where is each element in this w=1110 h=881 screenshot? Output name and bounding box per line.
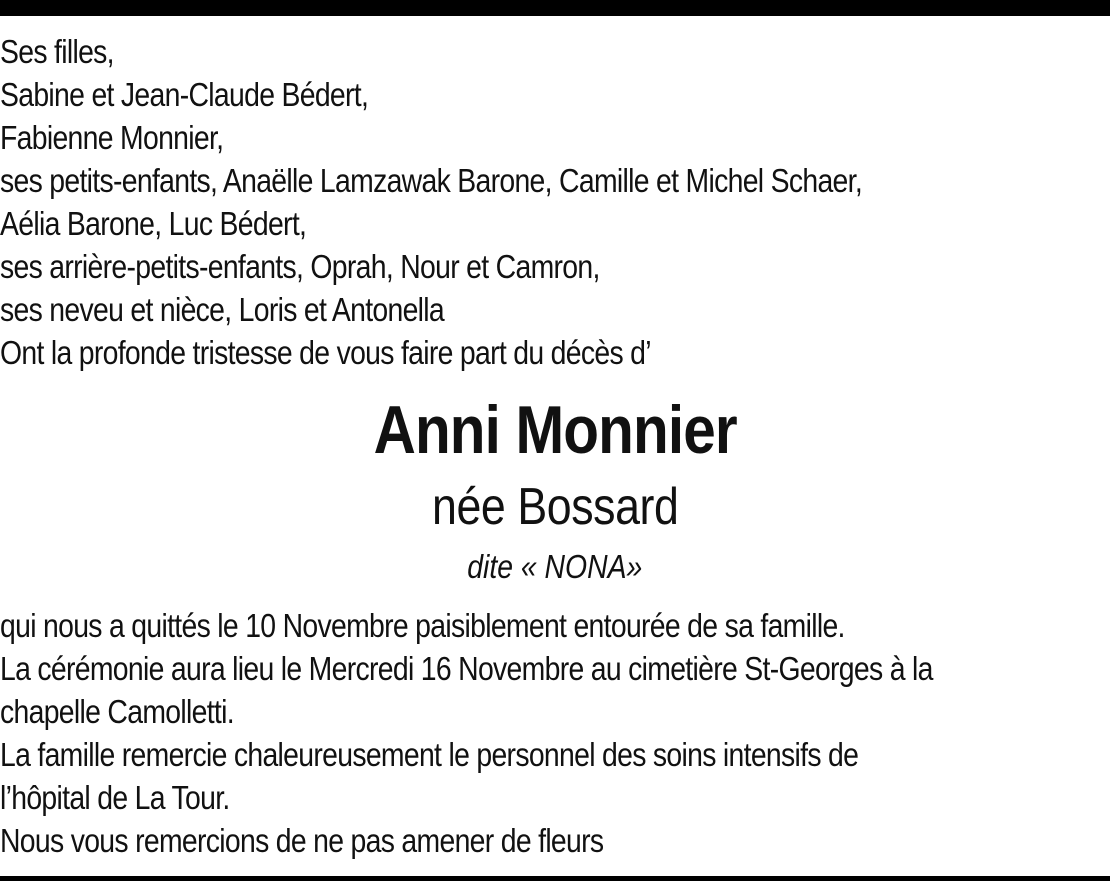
announcement-line: ses neveu et nièce, Loris et Antonella: [0, 291, 445, 328]
bottom-border-rule: [0, 876, 1110, 881]
announcement-line: Ses filles,: [0, 33, 114, 70]
details-line: chapelle Camolletti.: [0, 693, 234, 730]
family-announcement-block: [0, 30, 955, 374]
details-line: Nous vous remercions de ne pas amener de fleurs: [0, 822, 604, 859]
announcement-line: Sabine et Jean-Claude Bédert,: [0, 76, 369, 113]
ceremony-details-block: [0, 604, 955, 862]
maiden-name-text: née Bossard: [431, 478, 679, 536]
details-line: qui nous a quittés le 10 Novembre paisiblement entourée de sa famille.: [0, 607, 845, 644]
announcement-line: Fabienne Monnier,: [0, 119, 224, 156]
announcement-line: Aélia Barone, Luc Bédert,: [0, 205, 307, 242]
details-line: La famille remercie chaleureusement le personnel des soins intensifs de: [0, 736, 859, 773]
announcement-line: Ont la profonde tristesse de vous faire part du décès d’: [0, 334, 651, 371]
top-border-rule: [0, 0, 1110, 16]
deceased-name-text: Anni Monnier: [373, 392, 737, 468]
maiden-name: [0, 476, 1110, 538]
details-line: La cérémonie aura lieu le Mercredi 16 Novembre au cimetière St-Georges à la: [0, 650, 933, 687]
deceased-name: [0, 390, 1110, 470]
nickname: [0, 546, 1110, 588]
details-line: l’hôpital de La Tour.: [0, 779, 230, 816]
announcement-line: ses petits-enfants, Anaëlle Lamzawak Barone, Camille et Michel Schaer,: [0, 162, 863, 199]
announcement-line: ses arrière-petits-enfants, Oprah, Nour et Camron,: [0, 248, 600, 285]
nickname-text: dite « NONA»: [467, 548, 643, 585]
